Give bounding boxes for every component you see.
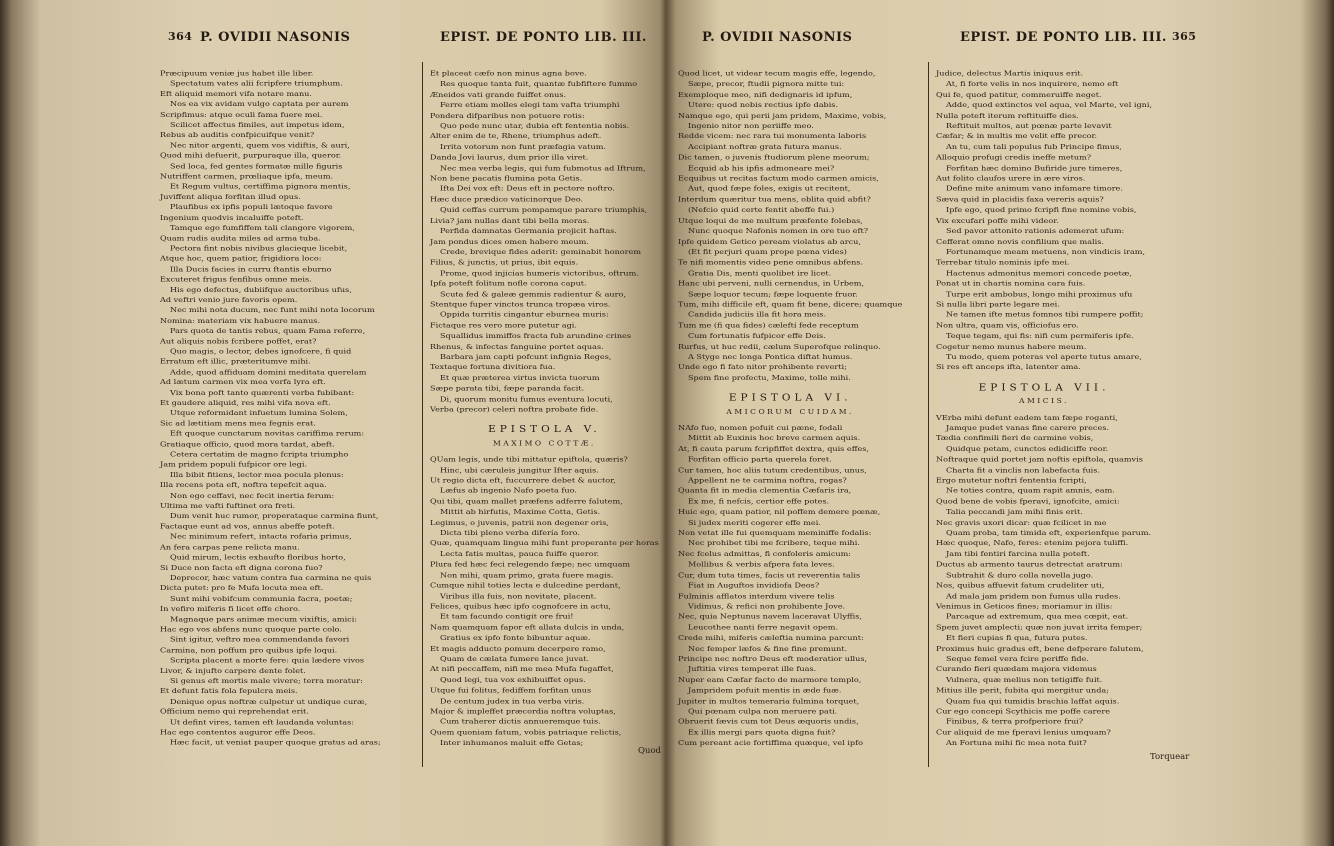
verse-line: Ad mala jam pridem non fumus ulla rudes.: [946, 591, 1121, 600]
verse-line: Si genus eft mortis male vivere; terra moratur:: [170, 676, 363, 685]
verse-line: Hac ego vos abfens nunc quoque parte colo.: [160, 624, 342, 634]
verse-line: Ipfe ego, quod primo fcripfi fine nomine vobis,: [946, 205, 1137, 214]
verse-line: Mittit ab hirfutis, Maxime Cotta, Getis.: [440, 507, 601, 516]
verse-line: Ipfe quidem Getico peream violatus ab arcu,: [678, 236, 861, 246]
verse-line: Crede, brevique fides aderit: geminabit honorem: [440, 247, 642, 256]
verse-line: Erratum eft illic, prætеritumve mihi.: [160, 357, 311, 366]
verse-line: Pectora fint nobis nivibus glacieque licebit,: [170, 243, 348, 253]
verse-line: Cum fortunatis fufpicor effe Deis.: [688, 331, 826, 340]
verse-line: An fera carpas pene relicta manu.: [160, 542, 300, 551]
verse-line: Spectatum vates alii fcripfere triumphum.: [170, 79, 343, 88]
verse-line: Adde, quod affiduam domini meditata querelam: [170, 367, 367, 376]
verse-line: (Nefcio quid certe fentit abeffe fui.): [688, 205, 835, 214]
verse-line: At, fi cauta parum fcripfiffet dextra, quis effes,: [678, 444, 869, 453]
verse-line: Cogetur nemo munus habere meum.: [936, 341, 1087, 351]
right-column-1: [678, 68, 902, 748]
verse-line: Ifta Dei vox eft: Deus eft in pectore noftro.: [440, 184, 615, 193]
verse-line: Scripta placent a morte fere: quia lædere vivos: [170, 655, 365, 665]
verse-line: Appellent ne te carmina noftra, rogas?: [688, 475, 847, 485]
verse-line: Dicta tibi pleno verba difería foro.: [440, 528, 580, 537]
verse-line: Subtrahit & duro colla novella jugo.: [946, 570, 1094, 579]
verse-line: Nulla poteft iterum reftituiffe dies.: [936, 110, 1079, 120]
verse-line: Terrebar titulo nominis ipfe mei.: [936, 257, 1070, 267]
verse-line: Nec prohibet tibi me fcribere, teque mihi.: [688, 538, 860, 548]
verse-line: Qui tibi, quam mallet præfens adferre falutem,: [430, 496, 623, 506]
verse-line: Spem juvet amplecti; quæ non juvat irrita femper;: [936, 622, 1143, 632]
verse-line: Define mite animum vano infamare timore.: [946, 184, 1123, 193]
verse-line: Jam tibi fentiri farcina nulla poteft.: [946, 549, 1090, 558]
epistle-heading: EPISTOLA V.: [488, 424, 601, 435]
verse-line: Dicta putet: pro fe Mufa locuta mea eft.: [160, 583, 324, 592]
verse-line: Irrita votorum non funt præfagia vatum.: [440, 142, 606, 151]
verse-line: Textaque fortuna divitiora fua.: [430, 362, 556, 372]
verse-line: Qui pœnam culpa non meruere pati.: [688, 706, 838, 716]
verse-line: Utque loqui de me multum præfente folebas,: [678, 215, 863, 225]
page-number: 365: [1172, 30, 1197, 43]
verse-line: Et fieri cupias fi qua, futura putes.: [946, 633, 1088, 642]
verse-line: Alloquio profugi credis ineffe metum?: [936, 152, 1092, 162]
verse-line: Sæpe, precor, ftudii pignora mitte tui:: [688, 79, 845, 88]
verse-line: Scuta fed & galeæ gemmis radientur & auro,: [440, 289, 626, 298]
verse-line: (Et fit perjuri quam prope pœna vides): [688, 247, 847, 256]
verse-line: Di, quorum monitu fumus eventura locuti,: [440, 394, 613, 403]
verse-line: Dum venit huc rumor, properataque carmina fiunt,: [170, 511, 379, 520]
verse-line: Teque tegam, qui fis: nifi cum permiferis ipfe.: [946, 331, 1134, 340]
verse-line: Hinc, ubi cæruleis jungitur Ifter aquis.: [440, 465, 599, 474]
verse-line: Illa Ducis facies in curru ftantis eburno: [170, 264, 332, 273]
verse-line: Ipfa poteft folitum nofle corona caput.: [430, 278, 587, 288]
verse-line: Livor, & injufto carpere dente folet.: [160, 666, 306, 675]
verse-line: Juftitia vires temperat ille fuas.: [688, 664, 817, 674]
verse-line: Cum traherer dictis annueremque tuis.: [440, 717, 601, 726]
verse-line: Ultima me vafti fuftinet ora freti.: [160, 501, 296, 510]
right-column-2: [936, 68, 1152, 748]
verse-line: Quem quoniam fatum, vobis patriaque relictis,: [430, 727, 622, 737]
verse-line: Nec gravis uxori dicar: quæ fcilicet in me: [936, 517, 1107, 527]
verse-line: Utque reformidant infuetum lumina Solem,: [170, 408, 348, 417]
running-title-author: P. OVIDII NASONIS: [200, 30, 351, 45]
verse-line: Fortunamque meam metuens, non vindicis iram,: [946, 247, 1146, 256]
verse-line: Non ultra, quam vis, officiofus ero.: [936, 320, 1079, 330]
verse-line: Et tam facundo contigit ore frui!: [440, 612, 574, 621]
epistle-heading: EPISTOLA VII.: [978, 382, 1110, 393]
verse-line: Si Duce non facta eft digna corona fuo?: [160, 563, 323, 572]
verse-line: Sint igitur, veftro mea commendanda favori: [170, 635, 350, 644]
verse-line: Ductus ab armento taurus detrectat aratrum:: [936, 559, 1123, 569]
verse-line: Illa bibit fitiens, lector mea pocula plenus:: [170, 470, 344, 479]
verse-line: Quam rudis audita miles ad arma tuba.: [160, 233, 321, 242]
verse-line: Nam quamquam fapor eft allata dulcis in unda,: [430, 622, 625, 632]
verse-line: Cur, dum tuta times, facis ut reverentia talis: [678, 570, 861, 579]
verse-line: Jam pondus dices omen habere meum.: [430, 236, 589, 246]
verse-line: Viribus illa fuis, non novitate, placent.: [440, 591, 597, 600]
verse-line: Lecta fatis multas, pauca fuiffe queror.: [440, 549, 600, 558]
verse-line: Stentque fuper vinctos trunca tropæa viros.: [430, 299, 611, 309]
verse-line: Charta fit a vinclis non labefacta fuis.: [946, 465, 1100, 474]
verse-line: Ad veftri venio jure favoris opem.: [160, 295, 298, 304]
verse-line: Turpe erit ambobus, longo mihi proximus ufu: [946, 289, 1133, 298]
verse-line: Reftituit multos, aut pœnæ parte levavit: [946, 121, 1112, 130]
verse-line: Magnaque pars animæ mecum vixiftis, amici:: [170, 614, 358, 623]
verse-line: Et gaudere aliquid, res mihi vifa nova eft.: [160, 398, 331, 407]
verse-line: Vix bona poft tanto quærenti verba fubibant:: [170, 388, 355, 397]
verse-line: Quam de cælata fumere lance juvat.: [440, 654, 590, 663]
verse-line: Sed pavor attonito rationis ademerat ufum:: [946, 226, 1125, 235]
verse-line: Nec nitor argenti, quem vos vidiftis, & auri,: [170, 140, 350, 150]
verse-line: Et quæ præterea virtus invicta tuorum: [440, 373, 600, 382]
verse-line: Ingenio nitor non periiffe meo.: [688, 121, 814, 130]
verse-line: Non ego ceffavi, nec fecit inertia ferum:: [170, 491, 335, 500]
verse-line: Quid mirum, lectis exhaufto floribus horto,: [170, 552, 346, 562]
verse-line: Gratiaque officio, quod mora tardat, abeft.: [160, 439, 335, 448]
epistle-addressee: AMICORUM CUIDAM.: [726, 407, 854, 416]
verse-line: Danda Jovi laurus, dum prior illa viret.: [430, 152, 589, 162]
verse-line: Sæva quid in placidis faxa vereris aquis?: [936, 194, 1104, 204]
verse-line: Redde vicem: nec rara tui monumenta laboris: [678, 131, 867, 141]
verse-line: An Fortuna mihi fic mea nota fuit?: [946, 738, 1087, 747]
verse-line: Finibus, & terra profperiore frui?: [946, 717, 1084, 726]
verse-line: Perfida damnatas Germania projicit haftas.: [440, 226, 617, 235]
verse-line: Gratia Dis, menti quolibet ire licet.: [688, 268, 832, 277]
catchword: Quod: [638, 746, 662, 756]
verse-line: Leucothee nanti ferre negavit opem.: [688, 622, 839, 632]
verse-line: Nec minimum refert, intacta rofaria primus,: [170, 532, 352, 541]
verse-line: Hæc duce prædico vaticinorque Deo.: [430, 194, 584, 204]
verse-line: Ad lætum carmen vix mea verfa lyra eft.: [160, 377, 326, 387]
verse-line: Nec mihi nota ducum, nec funt mihi nota locorum: [170, 305, 375, 314]
verse-line: Ergo mutetur noftri fententia fcripti,: [936, 475, 1087, 485]
verse-line: Principe nec noftro Deus eft moderatior ullus,: [678, 654, 868, 663]
verse-line: Hactenus admonitus memori concede poetæ,: [946, 268, 1132, 277]
verse-line: Ferre etiam molles elegi tam vafta triumphi: [440, 100, 620, 109]
verse-line: Quid ceffas currum pompamque parare triumphis,: [440, 205, 648, 214]
verse-line: Hanc ubi perveni, nulli cernendus, in Urbem,: [678, 278, 865, 288]
verse-line: Non vetat ille fui quemquam meminiffe fodalis:: [678, 528, 872, 537]
verse-line: Judice, delectus Martis iniquus erit.: [936, 68, 1084, 78]
verse-line: Curando fieri quædam majora videmus: [936, 664, 1097, 674]
verse-line: Exemploque meo, nifi dedignaris id ipfum,: [678, 89, 853, 99]
epistle-addressee: AMICIS.: [1019, 397, 1069, 405]
verse-line: Et defunt fatis fola fepulcra meis.: [160, 686, 298, 695]
verse-line: Tu modo, quem poteras vel aperte tutus amare,: [946, 352, 1142, 361]
verse-line: Cur tamen, hoc aliis tutum credentibus, unus,: [678, 465, 867, 474]
verse-line: Fictaque res vero more putetur agi.: [430, 320, 577, 330]
verse-line: Hæc facit, ut veniat pauper quoque gratus ad aras;: [170, 738, 381, 747]
verse-line: Cur ego concepi Scythicis me poffe carere: [936, 706, 1110, 716]
verse-line: His ego defectus, dubiifque auctoribus ufus,: [170, 285, 352, 294]
verse-line: Hæc quoque, Nafo, feres: etenim pejora tuliffi.: [936, 538, 1129, 548]
verse-line: Quo pede nunc utar, dubia eft fententia nobis.: [440, 121, 630, 130]
verse-line: NAfo fuo, nomen pofuit cui pæne, fodali: [678, 423, 843, 432]
verse-line: Adde, quod extinctos vel aqua, vel Marte, vel igni,: [946, 100, 1153, 109]
verse-line: Aut folito claufos urere in ære viros.: [936, 173, 1086, 183]
left-page: [160, 28, 660, 828]
verse-line: Tædia confimili fieri de carmine vobis,: [936, 433, 1094, 443]
verse-line: Tum me (fi qua fides) cæleftí fede receptum: [678, 320, 859, 330]
verse-line: Quod legi, tua vox exhibuiffet opus.: [440, 675, 586, 684]
verse-line: Denique opus noftræ culpetur ut undique curæ,: [170, 696, 368, 706]
verse-line: Ingenium quodvis incaluiffe poteft.: [160, 212, 304, 222]
verse-line: Dic tamen, o juvenis ftudiorum plene meorum;: [678, 152, 870, 162]
verse-line: Cur aliquid de me fperavi lenius umquam?: [936, 727, 1111, 737]
verse-line: QUam legis, unde tibi mittatur epiftola, quæris?: [430, 454, 628, 464]
verse-line: Quod licet, ut videar tecum magis effe, legendo,: [678, 68, 876, 78]
verse-line: Ne toties contra, quam rapit amnis, eam.: [946, 486, 1115, 495]
verse-line: Jam pridem populi fufpicor ore legi.: [160, 460, 308, 469]
verse-line: Si judex meriti cogerer effe mei.: [688, 517, 821, 527]
verse-line: Scilicet affectus fimiles, aut impetus idem,: [170, 120, 345, 129]
verse-line: Nec fcelus admittas, fi confoleris amicum:: [678, 549, 851, 558]
verse-line: Pondera difparibus non potuere rotis:: [430, 110, 585, 120]
verse-line: Nec, quia Neptunus navem laceravat Ulyffis,: [678, 612, 862, 621]
verse-line: Ne tamen ifte metus fomnos tibi rumpere poffit;: [946, 310, 1144, 319]
verse-line: Sed loca, fed gentes formatæ mille figuris: [170, 161, 343, 170]
verse-line: Tum, mihi difficile eft, quam fit bene, dicere; quamque: [678, 299, 903, 309]
verse-line: Nunc quoque Nafonis nomen in ore tuo eft?: [688, 226, 869, 235]
verse-line: De centum judex in tua verba viris.: [440, 696, 585, 705]
verse-line: Te nifi momentis video pene omnibus abfens.: [678, 257, 864, 267]
verse-line: Atque hoc, quem patior, frigidiora loco:: [160, 254, 322, 263]
verse-line: Ex illis mergi pars quota digna fuit?: [688, 727, 836, 737]
verse-line: Officium nemo qui reprehendat erit.: [160, 707, 309, 716]
column-rule: [928, 62, 929, 767]
verse-line: Jampridem pofuit mentis in æde fuæ.: [688, 685, 842, 695]
verse-line: Nec femper læfos & fine fine premunt.: [688, 643, 848, 653]
verse-line: Barbara jam capti pofcunt infignia Reges,: [440, 352, 612, 361]
verse-line: Cum pereant acie fortiffima quæque, vel ipfo: [678, 738, 863, 747]
verse-line: Fiat in Auguftos invidiofa Deos?: [688, 580, 820, 590]
running-title-work: EPIST. DE PONTO LIB. III.: [440, 30, 647, 45]
verse-line: Alter enim de te, Rhene, triumphus adeft.: [430, 131, 602, 141]
verse-line: Eft aliquid memori vifa notare manu.: [160, 89, 312, 98]
verse-line: Mitius ille perit, fubita qui mergitur unda;: [936, 685, 1109, 695]
verse-line: Prome, quod injicias humeris victoribus, oftrum.: [440, 268, 639, 277]
verse-line: Non bene pacatis flumina pota Getis.: [430, 173, 583, 183]
verse-line: Legimus, o juvenis, patrii non degener oris,: [430, 517, 609, 527]
catchword: Torquear: [1150, 752, 1190, 762]
verse-line: Rurfus, ut huc redii, cælum Superofque relinquo.: [678, 341, 881, 351]
verse-line: Quidque petam, cunctos edidiciffe reor.: [946, 444, 1109, 453]
verse-line: Factaque eunt ad vos, annus abeffe poteft.: [160, 521, 335, 531]
verse-line: Læfus ab ingenio Nafo poeta fuo.: [440, 486, 577, 495]
verse-line: Obruerit fævis cum tot Deus æquoris undis,: [678, 717, 859, 726]
left-running-head: [160, 28, 660, 54]
verse-line: At nifi peccaffem, nifi me mea Mufa fugaffet,: [430, 664, 614, 674]
verse-line: Major & impleffet præcordia noftra voluptas,: [430, 706, 616, 716]
verse-line: Nec mea verba legis, qui fum fubmotus ad Iftrum,: [440, 163, 646, 172]
verse-line: Rhenus, & infectas fanguine portet aquas.: [430, 341, 604, 351]
verse-line: Noftraque quid portet jam noftis epiftola, quamvis: [936, 454, 1143, 464]
epistle-heading: EPISTOLA VI.: [728, 393, 852, 404]
verse-line: Spem fine profectu, Maxime, tolle mihi.: [688, 373, 851, 382]
verse-line: Sæpe loquor tecum; fæpe loquente fruor.: [688, 289, 858, 298]
epistle-addressee: MAXIMO COTTÆ.: [492, 439, 596, 447]
verse-line: Pars quota de tantis rebus, quam Fama referre,: [170, 326, 366, 335]
running-title-work: EPIST. DE PONTO LIB. III.: [960, 30, 1167, 45]
verse-line: Rebus ab auditis confpicuifque venit?: [160, 130, 315, 139]
verse-line: Ecquibus ut recitas factum modo carmen amicis,: [678, 173, 879, 183]
verse-line: In vefiro miferis fi licet effe choro.: [160, 604, 301, 613]
column-rule: [422, 62, 423, 767]
verse-line: Et placeat cæfo non minus agna bove.: [430, 68, 587, 78]
verse-line: Nos, quibus affuevit fatum crudeliter uti,: [936, 580, 1105, 590]
verse-line: Si nulla libri parte legare mei.: [936, 299, 1060, 309]
verse-line: Felices, quibus hæc ipfo cognofcere in actu,: [430, 601, 611, 611]
verse-line: Præcipuum veniæ jus habet ille liber.: [160, 68, 314, 78]
verse-line: Venimus in Geticos fines; moriamur in illis:: [936, 601, 1113, 611]
verse-line: Interdum quæritur tua mens, oblita quid abfit?: [678, 194, 871, 204]
verse-line: Nos ea vix avidam vulgo captata per aurem: [170, 99, 349, 109]
verse-line: Talia peccandi jam mihi finis erit.: [946, 507, 1083, 516]
verse-line: Tamque ego fumfiffem tali clangore vigorem,: [170, 223, 355, 232]
verse-line: Quod mihi defuerit, purpuraque illa, queror.: [160, 151, 342, 160]
verse-line: Et Regum vultus, certiffima pignora mentis,: [170, 182, 351, 191]
verse-line: Carmina, non poffum pro quibus ipfe loqui.: [160, 645, 338, 654]
verse-line: Quam fua qui tumidis brachia laffat aquis.: [946, 696, 1120, 705]
verse-line: Juviffent aliqua forfitan illud opus.: [160, 192, 301, 201]
verse-line: Ut regio dicta eft, fuccurrere debet & auctor,: [430, 475, 616, 485]
verse-line: Fulminis afflatos interdum vivere telis: [678, 591, 835, 600]
verse-line: Quo magis, o lector, debes ignofcere, fi quid: [170, 346, 352, 356]
verse-line: Forfitan hæc domino Bufiride jure timeres,: [946, 163, 1123, 172]
verse-line: Vulnera, quæ melius non tetigiffe fuit.: [946, 675, 1103, 684]
verse-line: Cetera certatim de magno fcripta triumpho: [170, 449, 349, 459]
running-title-author: P. OVIDII NASONIS: [702, 30, 853, 45]
verse-line: Oppida turritis cingantur eburnea muris:: [440, 310, 609, 319]
verse-line: Squallidus immiffos fracta fub arundine crines: [440, 331, 631, 340]
verse-line: Ut defint vires, tamen eft laudanda voluntas:: [170, 717, 354, 726]
verse-line: Sic ad lætitiam mens mea fegnis erat.: [160, 418, 316, 428]
verse-line: At, fi forte velis in nos inquirere, nemo eft: [946, 79, 1119, 88]
verse-line: Parcaque ad extremum, qua mea cœpit, eat.: [946, 612, 1129, 621]
verse-line: Hac ego contentos auguror effe Deos.: [160, 727, 316, 737]
verse-line: Qui fe, quod patitur, commeruiffe neget.: [936, 89, 1102, 99]
verse-line: Scripfimus: atque oculi fama fuere mei.: [160, 110, 323, 119]
verse-line: Nutriffent carmen, prœliaque ipfa, meum.: [160, 171, 334, 181]
verse-line: Si res eft anceps ifta, latenter ama.: [936, 362, 1081, 372]
verse-line: Vix excufari poffe mihi videor.: [936, 215, 1059, 225]
verse-line: Non mihi, quam primo, grata fuere magis.: [440, 570, 614, 579]
verse-line: Forfitan officio parta querela foret.: [688, 454, 832, 464]
verse-line: Sæpe parata tibi, fæpe paranda facit.: [430, 383, 585, 393]
verse-line: Gratius ex ipfo fonte bibuntur aquæ.: [440, 633, 591, 642]
verse-line: Quæ, quamquam lingua mihi funt properante per horas: [430, 538, 659, 548]
verse-line: Ex me, fi nefcis, certior effe potes.: [688, 496, 830, 506]
verse-line: Æneidos vati grande fuiffet onus.: [430, 89, 567, 99]
verse-line: Quam proba, tam timida eft, experienfque parum.: [946, 528, 1152, 537]
verse-line: Excuteret frigus fenfibus omne meis.: [160, 274, 312, 284]
verse-line: Vidimus, & refici non prohibente Jove.: [688, 601, 846, 611]
verse-line: Res quoque tanta fuit, quantæ fubfiftere fummo: [440, 79, 638, 88]
verse-line: Aut, quod fæpe foles, exigis ut recitent,: [688, 184, 851, 193]
verse-line: Sunt mihi vobifcum communia facra, poetæ;: [170, 593, 353, 603]
verse-line: Aut aliquis nobis fcribere poffet, erat?: [160, 336, 317, 345]
verse-line: Deprecor, hæc vatum contra fua carmina ne quis: [170, 573, 372, 582]
verse-line: A Styge nec longa Pontica diftat humus.: [688, 352, 853, 361]
verse-line: Namque ego, qui perii jam pridem, Maxime, vobis,: [678, 110, 887, 120]
verse-line: Nuper eam Cæfar facto de marmore templo,: [678, 675, 862, 684]
verse-line: Mittit ab Euxinis hoc breve carmen aquis.: [688, 433, 861, 443]
verse-line: Quanta fit in media clementia Cæfaris ira,: [678, 486, 852, 495]
left-column-2: [430, 68, 659, 748]
verse-line: Unde ego fi fato nitor prohibente reverti;: [678, 362, 847, 372]
page-number: 364: [168, 30, 193, 43]
left-column-1: [160, 68, 381, 748]
verse-line: Proximus huic gradus eft, bene defperare falutem,: [936, 643, 1144, 653]
right-page: [678, 28, 1197, 828]
verse-line: Illa recens pota eft, noftra tepefcit aqua.: [160, 480, 327, 490]
verse-line: Mollibus & verbis afpera fata leves.: [688, 559, 835, 569]
verse-line: Plaufibus ex ipfis populi lætoque favore: [170, 202, 333, 211]
verse-line: Ponat ut in chartis nomina cara fuis.: [936, 278, 1086, 288]
verse-line: Quod bene de vobis fperavi, ignofcite, amici:: [936, 496, 1120, 506]
verse-line: Cumque nihil toties lecta e dulcedine perdant,: [430, 580, 621, 590]
verse-line: Inter inhumanos maluit effe Getas;: [440, 738, 584, 747]
verse-line: Jamque pudet vanas fine carere preces.: [946, 423, 1109, 432]
verse-line: Livia? jam nullas dant tibi bella moras.: [430, 215, 590, 225]
verse-line: Plura fed hæc feci relegendo fæpe; nec umquam: [430, 559, 631, 569]
verse-line: Accipiant noftræ grata futura manus.: [688, 142, 842, 151]
right-running-head: [678, 28, 1197, 54]
verse-line: Cæfar; & in multis me velit effe precor.: [936, 131, 1098, 141]
verse-line: Nomina: materiam vix habuere manus.: [160, 315, 321, 325]
verse-line: Utere: quod nobis rectius ipfe dabis.: [688, 100, 839, 109]
verse-line: Et magis adducto pomum decerpere ramo,: [430, 643, 606, 653]
verse-line: VErba mihi defunt eadem tam fæpe roganti,: [936, 412, 1118, 422]
verse-line: Huic ego, quam patior, nil poffem demere pœnæ,: [678, 507, 881, 516]
verse-line: An tu, cum tali populus fub Principe fimus,: [946, 142, 1122, 151]
verse-line: Candida judiciis illa fit hora meis.: [688, 310, 827, 319]
verse-line: Ecquid ab his ipfis admoneare mei?: [688, 163, 835, 172]
verse-line: Filius, & junctis, ut prius, ibit equis.: [430, 257, 579, 267]
verse-line: Eft quoque cunctarum novitas cariffima rerum:: [170, 429, 365, 438]
verse-line: Utque fui folitus, fediffem forfitan unus: [430, 685, 592, 695]
verse-line: Verba (precor) celeri noftra probate fide.: [430, 404, 599, 414]
verse-line: Jupiter in multos temeraria fulmina torquet,: [678, 696, 860, 705]
verse-line: Seque femel vera fcire periffe fide.: [946, 654, 1089, 663]
verse-line: Cefferat omne novis confilium que malis.: [936, 236, 1104, 246]
verse-line: Crede mihi, miferis cæleftia numina parcunt:: [678, 633, 864, 642]
